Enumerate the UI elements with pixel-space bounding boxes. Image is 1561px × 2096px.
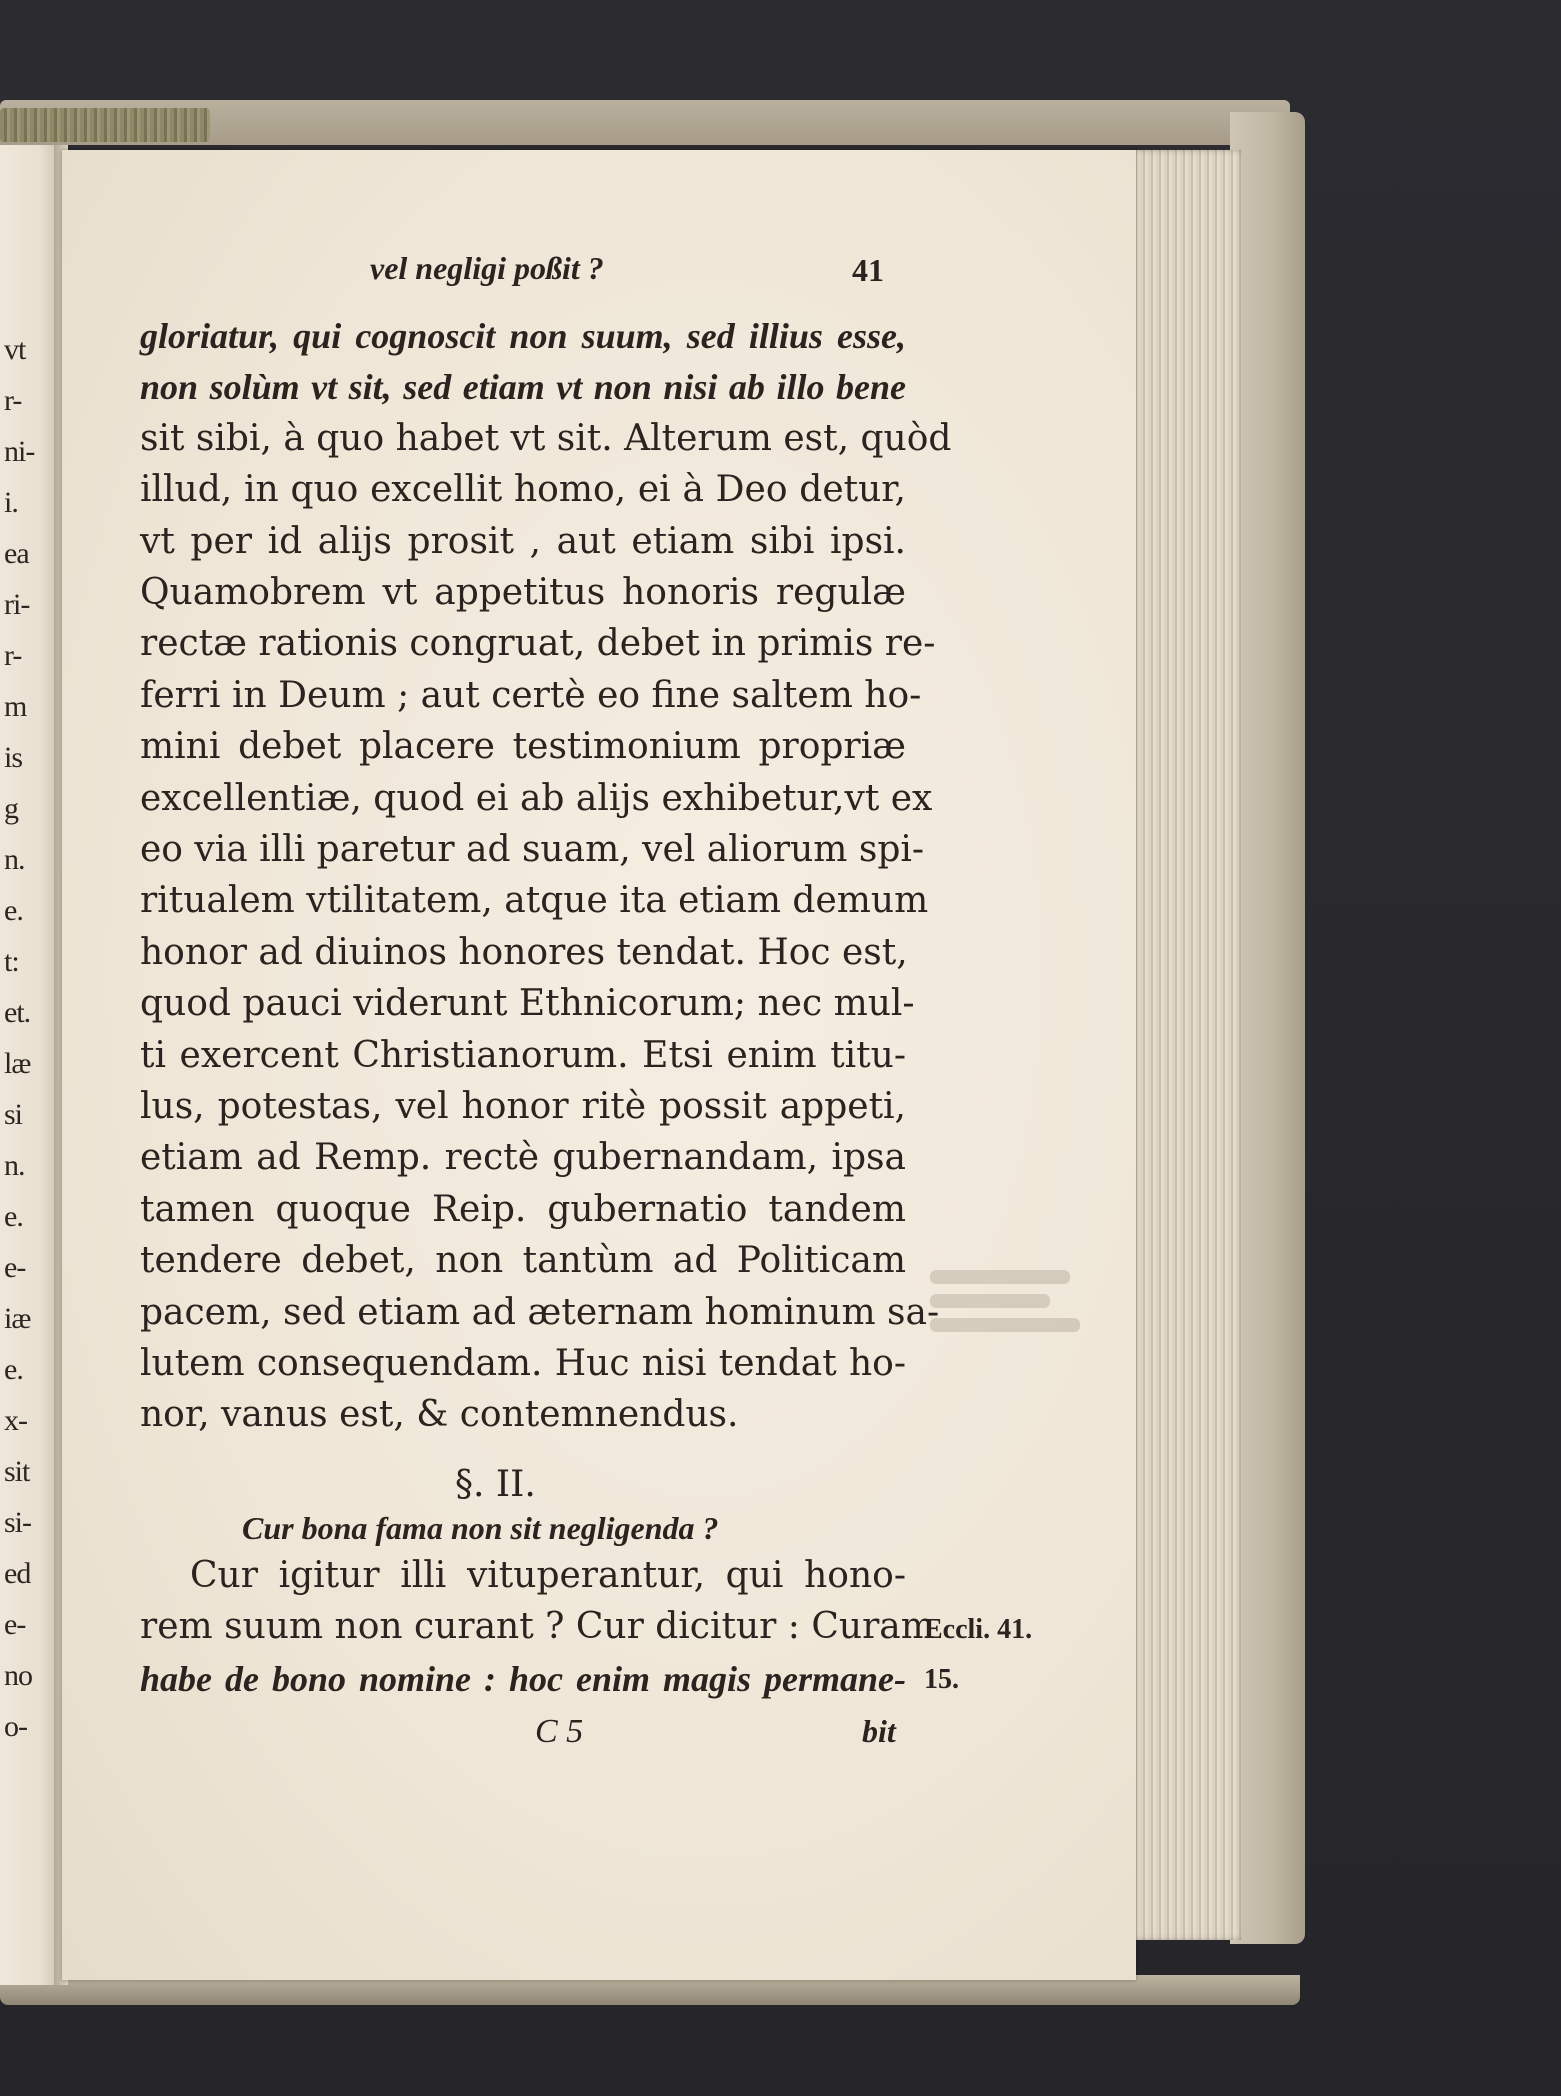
- left-page-line-fragment: t:: [4, 945, 19, 978]
- signature-mark: C 5: [535, 1713, 584, 1750]
- text-line: illud, in quo excellit homo, ei à Deo detur,: [140, 469, 906, 511]
- section-number: §. II.: [455, 1464, 536, 1505]
- left-page-line-fragment: n.: [4, 1149, 25, 1182]
- bleed-through-text: [930, 1260, 1100, 1380]
- text-line: tendere debet, non tantùm ad Politicam: [140, 1240, 906, 1282]
- left-page-line-fragment: ea: [4, 537, 29, 570]
- text-line: mini debet placere testimonium propriæ: [140, 726, 906, 768]
- left-page-line-fragment: r-: [4, 639, 22, 672]
- text-line: tamen quoque Reip. gubernatio tandem: [140, 1188, 906, 1230]
- text-line: Quamobrem vt appetitus honoris regulæ: [140, 572, 906, 613]
- frayed-spine-binding: [0, 108, 210, 142]
- left-page-line-fragment: g: [4, 792, 18, 825]
- left-page-line-fragment: sit: [4, 1455, 30, 1488]
- page-edges-stack: [1132, 150, 1242, 1940]
- text-line: rectæ rationis congruat, debet in primis re-: [140, 623, 936, 665]
- text-line: pacem, sed etiam ad æternam hominum sa-: [140, 1291, 940, 1333]
- left-page-line-fragment: ni-: [4, 435, 35, 468]
- facing-left-page: [0, 145, 58, 1985]
- text-line: etiam ad Remp. rectè gubernandam, ipsa: [140, 1137, 906, 1179]
- left-page-line-fragment: o-: [4, 1710, 27, 1743]
- section-text-line: habe de bono nomine : hoc enim magis permane-: [140, 1658, 906, 1699]
- left-page-line-fragment: i.: [4, 486, 18, 519]
- left-page-line-fragment: ed: [4, 1557, 31, 1590]
- left-page-line-fragment: e-: [4, 1608, 26, 1641]
- text-line: eo via illi paretur ad suam, vel aliorum spi-: [140, 829, 925, 870]
- section-text-line: rem suum non curant ? Cur dicitur : Curam: [140, 1606, 935, 1648]
- left-page-line-fragment: iæ: [4, 1302, 31, 1335]
- left-page-line-fragment: vt: [4, 333, 26, 366]
- left-page-line-fragment: si-: [4, 1506, 31, 1539]
- text-line: excellentiæ, quod ei ab alijs exhibetur,vt ex: [140, 777, 933, 819]
- text-line: ferri in Deum ; aut certè eo fine saltem ho-: [140, 674, 922, 716]
- left-page-line-fragment: et.: [4, 996, 31, 1029]
- text-line: lus, potestas, vel honor ritè possit appeti,: [140, 1086, 906, 1127]
- page-number: 41: [852, 252, 884, 288]
- text-line: nor, vanus est, & contemnendus.: [140, 1394, 739, 1436]
- text-line: ti exercent Christianorum. Etsi enim titu-: [140, 1034, 906, 1076]
- left-page-line-fragment: e.: [4, 1200, 23, 1233]
- margin-note-reference: Eccli. 41.: [924, 1614, 1033, 1645]
- left-page-line-fragment: si: [4, 1098, 23, 1131]
- left-page-line-fragment: m: [4, 690, 27, 723]
- text-line: non solùm vt sit, sed etiam vt non nisi ab illo bene: [140, 367, 906, 408]
- left-page-line-fragment: x-: [4, 1404, 27, 1437]
- text-line: vt per id alijs prosit , aut etiam sibi ipsi.: [140, 520, 906, 562]
- section-heading: Cur bona fama non sit negligenda ?: [242, 1510, 719, 1546]
- text-line: lutem consequendam. Huc nisi tendat ho-: [140, 1343, 906, 1384]
- left-page-line-fragment: no: [4, 1659, 32, 1692]
- left-page-line-fragment: ri-: [4, 588, 30, 621]
- margin-note-verse: 15.: [924, 1664, 959, 1695]
- left-page-line-fragment: e-: [4, 1251, 26, 1284]
- left-page-line-fragment: e.: [4, 894, 23, 927]
- text-line: ritualem vtilitatem, atque ita etiam demum: [140, 880, 929, 922]
- left-page-line-fragment: n.: [4, 843, 25, 876]
- text-line: sit sibi, à quo habet vt sit. Alterum est, quòd: [140, 417, 952, 459]
- left-page-line-fragment: læ: [4, 1047, 31, 1080]
- catchword: bit: [862, 1713, 896, 1749]
- section-text-line: Cur igitur illi vituperantur, qui hono-: [190, 1555, 906, 1596]
- left-page-line-fragment: e.: [4, 1353, 23, 1386]
- text-line: quod pauci viderunt Ethnicorum; nec mul-: [140, 983, 915, 1025]
- left-page-line-fragment: is: [4, 741, 23, 774]
- left-page-line-fragment: r-: [4, 384, 22, 417]
- text-line: gloriatur, qui cognoscit non suum, sed illius esse,: [140, 316, 906, 356]
- running-head: vel negligi poßit ?: [370, 250, 604, 286]
- text-line: honor ad diuinos honores tendat. Hoc est,: [140, 931, 908, 973]
